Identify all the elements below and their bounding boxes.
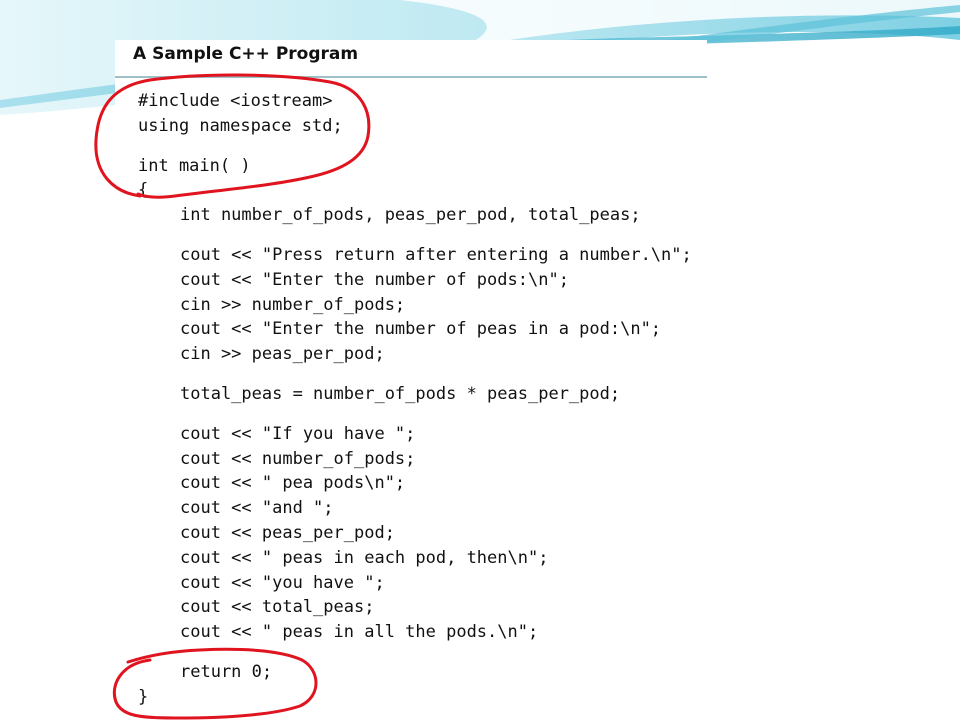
code-text: cout << "Enter the number of peas in a pod:\n";: [180, 319, 662, 340]
code-line-17: [138, 546, 692, 571]
code-block: [138, 89, 692, 710]
code-text: cout << " pea pods\n";: [180, 473, 406, 494]
code-line-11: [138, 382, 692, 407]
code-line-2: using namespace std;: [138, 115, 343, 136]
code-line-6: [138, 243, 692, 268]
code-line-12: [138, 422, 692, 447]
code-line-21: [138, 660, 692, 685]
code-text: cout << " peas in each pod, then\n";: [180, 547, 549, 568]
code-text: cout << "If you have ";: [180, 423, 416, 444]
code-text: cout << peas_per_pod;: [180, 522, 395, 543]
code-text: return 0;: [180, 661, 273, 682]
code-line-1: #include <iostream>: [138, 91, 333, 111]
code-line-22: }: [138, 686, 149, 707]
code-line-3: int main( ): [138, 155, 251, 176]
code-text: cout << "and ";: [180, 498, 334, 519]
code-text: cout << "Press return after entering a number.\n";: [180, 244, 692, 265]
code-line-5: [138, 203, 692, 228]
title-divider: [115, 76, 707, 78]
code-gap: [138, 367, 692, 382]
code-gap: [138, 407, 692, 422]
code-listing-panel: [115, 40, 707, 720]
code-gap: [138, 139, 692, 154]
code-text: cin >> number_of_pods;: [180, 294, 406, 315]
code-text: cout << number_of_pods;: [180, 448, 416, 469]
code-text: cout << " peas in all the pods.\n";: [180, 622, 539, 643]
code-line-18: [138, 571, 692, 596]
code-line-9: [138, 317, 692, 342]
code-line-13: [138, 447, 692, 472]
code-line-10: [138, 342, 692, 367]
code-line-7: [138, 268, 692, 293]
code-line-15: [138, 496, 692, 521]
code-text: cout << "you have ";: [180, 572, 385, 593]
code-text: cout << total_peas;: [180, 597, 375, 618]
code-line-19: [138, 595, 692, 620]
code-gap: [138, 645, 692, 660]
code-gap: [138, 228, 692, 243]
code-line-20: [138, 620, 692, 645]
code-line-16: [138, 521, 692, 546]
code-line-14: [138, 471, 692, 496]
code-text: cout << "Enter the number of pods:\n";: [180, 269, 569, 290]
code-text: total_peas = number_of_pods * peas_per_pod;: [180, 383, 621, 404]
code-text: int number_of_pods, peas_per_pod, total_peas;: [180, 205, 641, 226]
code-text: cin >> peas_per_pod;: [180, 344, 385, 365]
panel-title: A Sample C++ Program: [133, 44, 359, 64]
code-line-4: {: [138, 180, 149, 201]
code-line-8: [138, 293, 692, 318]
